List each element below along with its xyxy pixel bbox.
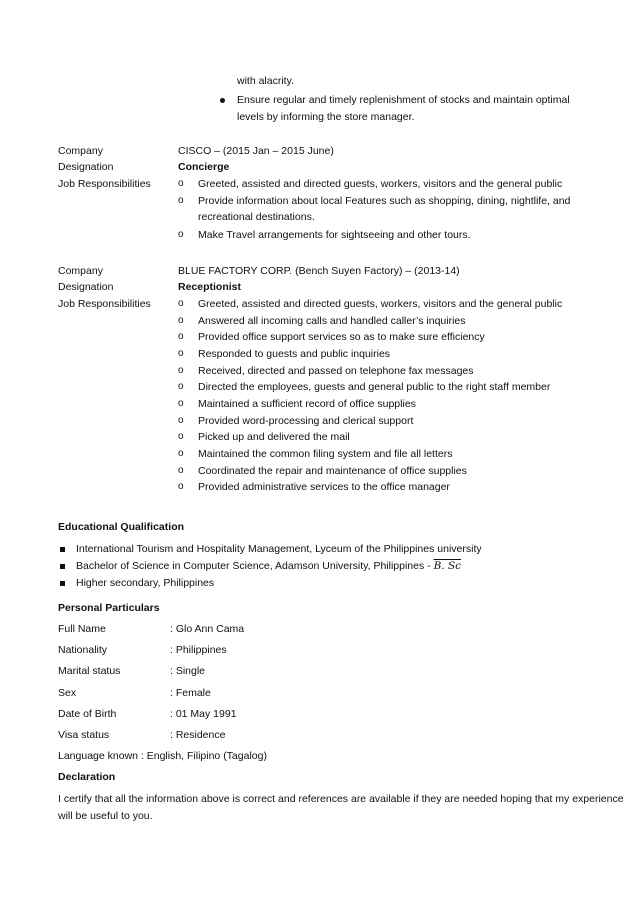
circle-bullet-icon: o (178, 465, 184, 476)
circle-bullet-icon: o (178, 178, 184, 189)
personal-value: : 01 May 1991 (170, 708, 237, 720)
circle-bullet-icon: o (178, 348, 184, 359)
personal-label: Nationality (58, 644, 108, 656)
job2-resp-item: Provided office support services so as to make sure efficiency (198, 331, 485, 343)
education-item: International Tourism and Hospitality Management, Lyceum of the Philippines university (76, 543, 482, 555)
circle-bullet-icon: o (178, 229, 184, 240)
circle-bullet-icon: o (178, 315, 184, 326)
job1-resp-item: Provide information about local Features such as shopping, dining, nightlife, and (198, 195, 571, 207)
declaration-heading: Declaration (58, 771, 116, 783)
personal-heading: Personal Particulars (58, 602, 160, 614)
language-known: Language known : English, Filipino (Tagalog) (58, 750, 267, 762)
personal-value: : Glo Ann Cama (170, 623, 245, 635)
job2-company: BLUE FACTORY CORP. (Bench Suyen Factory) – (2013-14) (178, 265, 460, 277)
declaration-text-cont: will be useful to you. (58, 810, 153, 822)
personal-label: Date of Birth (58, 708, 117, 720)
education-item (76, 560, 461, 572)
square-bullet-icon (60, 547, 65, 552)
personal-value: : Philippines (170, 644, 227, 656)
personal-label: Sex (58, 687, 77, 699)
job1-designation-label: Designation (58, 161, 114, 173)
job1-company: CISCO – (2015 Jan – 2015 June) (178, 145, 334, 157)
job1-resp-label: Job Responsibilities (58, 178, 151, 190)
job2-designation: Receptionist (178, 281, 242, 293)
circle-bullet-icon: o (178, 331, 184, 342)
continuation-bullet: Ensure regular and timely replenishment of stocks and maintain optimal (237, 94, 570, 106)
circle-bullet-icon: o (178, 381, 184, 392)
job1-resp-item: Greeted, assisted and directed guests, workers, visitors and the general public (198, 178, 563, 190)
bullet-icon (220, 98, 225, 103)
job2-resp-item: Greeted, assisted and directed guests, workers, visitors and the general public (198, 298, 563, 310)
circle-bullet-icon: o (178, 448, 184, 459)
job2-resp-item: Picked up and delivered the mail (198, 431, 350, 443)
personal-value: : Residence (170, 729, 226, 741)
job2-company-label: Company (58, 265, 103, 277)
job2-resp-item: Maintained a sufficient record of office supplies (198, 398, 416, 410)
continuation-bullet-cont: levels by informing the store manager. (237, 111, 415, 123)
job2-resp-item: Directed the employees, guests and general public to the right staff member (198, 381, 551, 393)
circle-bullet-icon: o (178, 431, 184, 442)
personal-value: : Female (170, 687, 211, 699)
personal-label: Marital status (58, 665, 121, 677)
education-item: Higher secondary, Philippines (76, 577, 215, 589)
job1-designation: Concierge (178, 161, 230, 173)
circle-bullet-icon: o (178, 415, 184, 426)
job2-designation-label: Designation (58, 281, 114, 293)
square-bullet-icon (60, 581, 65, 586)
job2-resp-item: Maintained the common filing system and file all letters (198, 448, 453, 460)
job2-resp-item: Provided word-processing and clerical support (198, 415, 414, 427)
continuation-text: with alacrity. (237, 75, 294, 87)
degree-abbrev: B. Sc (433, 560, 462, 572)
job2-resp-item: Answered all incoming calls and handled caller’s inquiries (198, 315, 466, 327)
personal-label: Full Name (58, 623, 106, 635)
personal-label: Visa status (58, 729, 110, 741)
job2-resp-item: Responded to guests and public inquiries (198, 348, 391, 360)
job1-resp-item: Make Travel arrangements for sightseeing and other tours. (198, 229, 471, 241)
job1-resp-item-cont: recreational destinations. (198, 211, 315, 223)
job2-resp-item: Coordinated the repair and maintenance of office supplies (198, 465, 467, 477)
job2-resp-item: Provided administrative services to the office manager (198, 481, 450, 493)
circle-bullet-icon: o (178, 398, 184, 409)
square-bullet-icon (60, 564, 65, 569)
circle-bullet-icon: o (178, 195, 184, 206)
education-item-text: Bachelor of Science in Computer Science, Adamson University, Philippines - (76, 560, 434, 572)
circle-bullet-icon: o (178, 481, 184, 492)
job1-company-label: Company (58, 145, 103, 157)
personal-value: : Single (170, 665, 206, 677)
circle-bullet-icon: o (178, 365, 184, 376)
education-heading: Educational Qualification (58, 521, 185, 533)
job2-resp-label: Job Responsibilities (58, 298, 151, 310)
declaration-text: I certify that all the information above is correct and references are available if they are needed hoping that my experience (58, 793, 624, 805)
job2-resp-item: Received, directed and passed on telephone fax messages (198, 365, 474, 377)
circle-bullet-icon: o (178, 298, 184, 309)
